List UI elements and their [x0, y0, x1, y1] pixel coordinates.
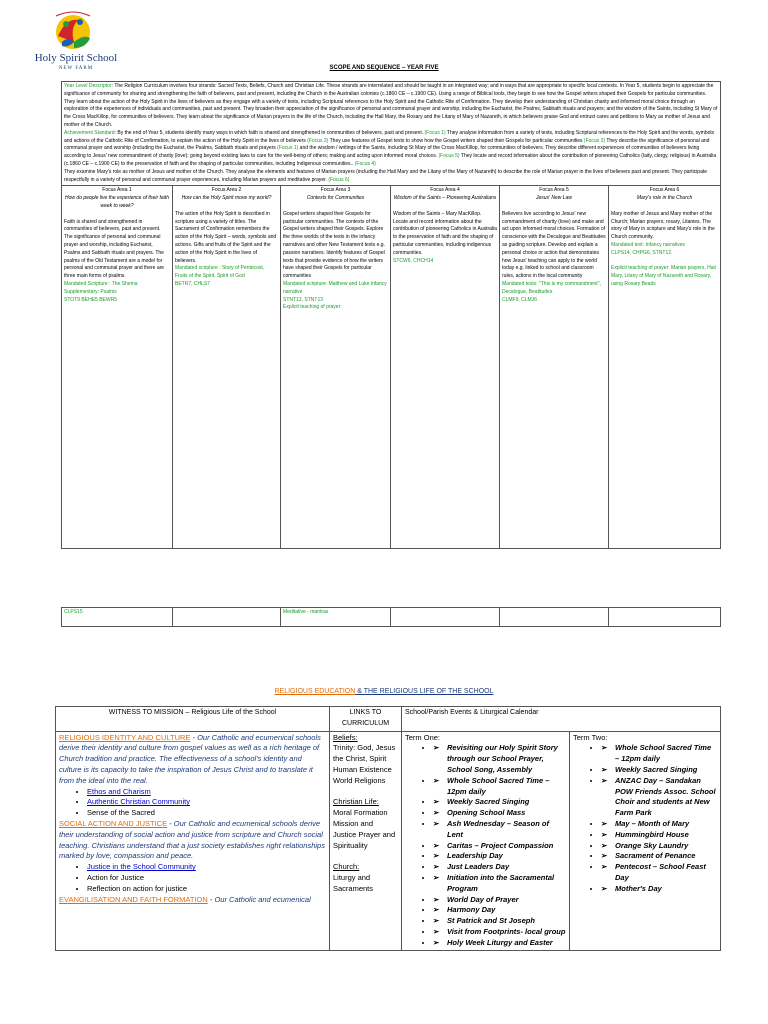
christian-life-text: Moral Formation Mission and Justice Prayer and Spirituality — [333, 808, 396, 850]
descriptor-text: : The Religion Curriculum involves four strands: Sacred Texts, Beliefs, Church and Christian Life. These strands are interrelated and should be taught in an integrated way; and in ways that are appropriate to specific local contexts. In Year 5, students begin to appreciate the significance of community for sharing and strengthening the faith of believers, past and present, including the Church in the Australian colonies (c.1860 CE – c.1900 CE). Using a range of Biblical tools, they begin to see how the Gospel writers shaped their Gospels for particular communities. They learn about the action of the Holy Spirit in the lives of believers as they engage with a variety of texts, including Scriptural references to the Holy Spirit and the Catholic Rite of Confirmation. They develop their understanding of Christian charity and informed moral choice through an exploration of the experiences of individuals and communities, past and present. They broaden their appreciation of the significance of personal and communal prayer and worship, including the Eucharist, the Psalms, Sabbath rituals and prayers; and the wisdom of the Saints, including St Mary of the Cross MacKillop, for communities of believers. They learn about the significance of Marian prayers in the life of the Church, including the Hail Mary, the Rosary and the Litany of Mary of Nazareth, in which believers praise God and entrust cares and petitions to Mary as mother of Jesus and mother of the Church. — [64, 83, 718, 128]
calendar-item: ➢ • Mother's Day — [601, 884, 717, 895]
social-section — [59, 819, 326, 862]
focus-area-6 — [609, 186, 721, 549]
focus-area-2-continued — [173, 608, 281, 627]
focus-area-body: Believers live according to Jesus' new commandment of charity (love) and make and act upon informed moral choices. Formation of conscience with the Decalogue and Beatitudes as guiding scripture. Develop and explain a personal choice or action that demonstrates how Jesus' teaching can apply to the world today e.g. linked to school and classroom rules, actions in the local community — [502, 210, 606, 280]
term-two-list — [573, 743, 717, 894]
focus-area-1 — [62, 186, 173, 549]
calendar-item: ➢ • Hummingbird House — [601, 830, 717, 841]
calendar-item: ➢ • Opening School Mass — [433, 808, 566, 819]
calendar-item: ➢ • Pentecost – School Feast Day — [601, 862, 717, 884]
explicit-prayer-teaching: Explicit teaching of prayer: Marian prayers, Hail Mary, Litany of Mary of Nazareth and Rosary, using Rosary Beads — [611, 265, 716, 287]
supplementary-scripture: Supplementary: Psalms — [64, 288, 117, 295]
calendar-header: School/Parish Events & Liturgical Calendar — [402, 707, 721, 732]
focus-area-heading: Focus Area 2 — [211, 187, 242, 194]
focus-area-body: Faith is shared and strengthened in communities of believers, past and present. The significance of personal and communal prayer and worship, including Eucharist, Psalms and Sabbath rituals and prayers. The psalms of the Old Testament are a model for personal and communal prayer and there are three main forms of psalms. — [64, 218, 165, 280]
calendar-item: ➢ • World Day of Prayer — [433, 895, 566, 906]
focus-area-question: How do people live the experience of their faith week to week? — [65, 195, 169, 209]
religious-life-label: & THE RELIGIOUS LIFE OF THE SCHOOL — [355, 688, 494, 695]
focus-area-heading: Focus Area 4 — [430, 187, 460, 194]
achievement-text: : By the end of Year 5, students identify many ways in which faith is shared and strengthened in communities of believers, past and present. — [114, 129, 424, 136]
calendar-item: ➢ • St Patrick and St Joseph — [433, 916, 566, 927]
school-name: Holy Spirit School — [34, 52, 118, 64]
focus-ref: (Focus 1) — [424, 129, 446, 136]
scope-sequence-table — [61, 81, 721, 549]
focus-area-5 — [500, 186, 609, 549]
calendar-item: ➢ • Revisiting our Holy Spirit Story through our School Prayer, School Song, Assembly — [433, 743, 566, 775]
religious-life-table — [55, 706, 721, 951]
list-item: • Sense of the Sacred — [87, 808, 326, 819]
focus-area-4-continued — [391, 608, 500, 627]
focus-area-body: Gospel writers shaped their Gospels for particular communities. The contexts of the Gospel writers shaped their Gospels. Explore the three worlds of the texts in the infancy narratives and other New Testament texts e.g. passion narratives. Identify features of Gospel texts that provide evidence of how the writers have shaped their Gospels for particular communities — [283, 210, 385, 280]
church-heading: Church: — [333, 862, 360, 872]
calendar-item: ➢ • Weekly Sacred Singing — [433, 797, 566, 808]
focus-ref: (Focus 4) — [354, 160, 376, 167]
focus-area-1-continued: CLPS15 — [62, 608, 173, 627]
list-item — [87, 797, 326, 808]
focus-area-heading: Focus Area 1 — [102, 187, 132, 194]
social-title: SOCIAL ACTION AND JUSTICE — [59, 818, 168, 828]
school-crest-icon — [48, 8, 98, 52]
witness-to-mission-header: WITNESS TO MISSION – Religious Life of the School — [56, 707, 330, 732]
curriculum-codes: BETR7, CHLS7 — [175, 280, 211, 287]
term-two-heading: Term Two: — [573, 732, 608, 742]
achievement-text: They examine Mary's role as mother of Jesus and mother of the Church. They analyse the elements and features of Marian prayers (including the Hail Mary and the Litany of the Mary of Nazareth) to describe the role of Marian prayer in the lives of believers past and present. They participate respectfully in a variety of personal and communal prayer experiences, including Marian prayers and meditative prayer. — [64, 168, 708, 183]
focus-area-body: Mary mother of Jesus and Mary mother of the Church; Marian prayers, rosary, Litanies. The story of Mary in scripture and Mary's role in the Church community. — [611, 210, 715, 241]
justice-community-link[interactable]: Justice in the School Community — [87, 862, 196, 872]
calendar-item: ➢ • Ash Wednesday – Season of Lent — [433, 819, 566, 841]
curriculum-codes: STCW6, CHCH14 — [393, 257, 434, 264]
evangelisation-section — [59, 895, 326, 906]
calendar-item: ➢ • Sacrament of Penance — [601, 851, 717, 862]
links-to-curriculum-header: LINKS TO CURRICULUM — [330, 707, 402, 732]
document-title: SCOPE AND SEQUENCE – YEAR FIVE — [329, 65, 439, 71]
calendar-item: ➢ • Whole School Sacred Time – 12pm daily — [433, 776, 566, 798]
year-level-descriptor — [64, 83, 718, 130]
beliefs-text: Trinity: God, Jesus the Christ, Spirit Human Existence World Religions — [333, 743, 396, 785]
calendar-item: ➢ • Initiation into the Sacramental Program — [433, 873, 566, 895]
list-item: • Action for Justice — [87, 873, 326, 884]
calendar-item: ➢ • Just Leaders Day — [433, 862, 566, 873]
beliefs-heading: Beliefs: — [333, 732, 358, 742]
calendar-item: ➢ • Visit from Footprints- local group — [433, 927, 566, 938]
focus-ref: (Focus 3) — [583, 137, 606, 144]
achievement-text: and the wisdom / writings of the Saints, including St Mary of the Cross MacKillop, for communities of believers. They describe different experiences of communities of believers living according to Jesus' new commandment of charity (love); going beyond existing laws to care for the well-being of others; making and acting upon informed moral choices. — [64, 145, 700, 160]
mandated-scripture: Mandated scripture: Matthew and Luke infancy narrative — [283, 280, 387, 295]
social-list — [59, 862, 326, 894]
focus-area-heading: Focus Area 3 — [320, 187, 351, 194]
focus-area-question: Jesus' New Law — [536, 195, 572, 202]
identity-text: - Our Catholic and ecumenical schools derive their identity and culture from gospel values as well as a rich heritage of Church tradition and practice. The effectiveness of a school's identity and culture is its capacity to take the inspiration of Jesus Christ and to translate it from the ideal into the real. — [59, 732, 321, 785]
focus-ref: (Focus 1) — [277, 145, 299, 152]
mandated-scripture: Mandated Scripture : The Shema — [64, 280, 138, 287]
scope-sequence-continuation — [61, 607, 721, 627]
term-one-cell — [402, 731, 570, 950]
achievement-text: They analyse information from a variety of texts, including Scriptural references to the Holy Spirit and the words, symbols and actions of the Catholic Rite of Confirmation, to explain the action of the Holy Spirit in the lives of believers — [64, 129, 714, 144]
identity-section — [59, 733, 326, 787]
list-item — [87, 862, 326, 873]
links-to-curriculum-cell — [330, 731, 402, 950]
mandated-scripture: Mandated scripture : Story of Pentecost, Fruits of the Spirit, Spirit of God — [175, 265, 265, 280]
calendar-item: ➢ • Orange Sky Laundry — [601, 841, 717, 852]
explicit-prayer-teaching: Explicit teaching of prayer: — [283, 304, 342, 311]
focus-area-question: Wisdom of the Saints – Pioneering Australians — [393, 195, 497, 202]
focus-area-row — [62, 186, 721, 549]
achievement-text: They locate and record information about the contribution of pioneering Catholics (laity, clergy, religious) in Australia (c.1860 CE – c.1900 CE) to the preservation of faith and the shaping of particular communities, including Indigenous communities.. — [64, 153, 717, 167]
curriculum-codes: CLMF9, CLMJ6 — [502, 296, 538, 303]
calendar-item: ➢ • May – Month of Mary — [601, 819, 717, 830]
focus-ref: (Focus 5) — [438, 153, 460, 160]
religious-education-label: RELIGIOUS EDUCATION — [274, 688, 356, 695]
focus-area-3-continued: Meditative - mantras — [281, 608, 391, 627]
church-text: Liturgy and Sacraments — [333, 872, 374, 893]
curriculum-codes: STOT9 BEHE5 BEWR5 — [64, 296, 117, 303]
achievement-text: They use features of Gospel texts to show how the Gospel writers shaped their Gospels for particular communities — [328, 137, 583, 144]
focus-area-body: Wisdom of the Saints – Mary MacKillop. Locate and record information about the contribution of pioneering Catholics in Australia to the preservation of faith and the shaping of particular communities, including indigenous communities. — [393, 210, 497, 256]
achievement-text: They describe the significance of personal and communal prayer and worship (including the Eucharist, the Psalms, Sabbath rituals and prayers — [64, 137, 710, 152]
calendar-item: ➢ • Holy Week Liturgy and Easter — [433, 938, 566, 949]
term-one-list — [405, 743, 566, 948]
focus-area-2 — [173, 186, 281, 549]
term-two-cell — [570, 731, 721, 950]
focus-area-3 — [281, 186, 391, 549]
achievement-marian — [64, 169, 718, 185]
focus-area-question: How can the Holy Spirit move my world? — [181, 195, 272, 202]
focus-ref: (Focus 2) — [307, 137, 329, 144]
term-one-heading: Term One: — [405, 732, 441, 742]
list-item: • Reflection on action for justice — [87, 884, 326, 895]
mandated-texts: Mandated texts: "This is my commandment", Decalogue, Beatitudes — [502, 280, 601, 295]
achievement-label: Achievement Standard — [64, 129, 115, 136]
list-item — [87, 787, 326, 798]
religious-life-heading — [0, 688, 768, 695]
descriptor-cell — [62, 82, 721, 186]
ethos-charism-link[interactable]: Ethos and Charism — [87, 786, 151, 796]
identity-list — [59, 787, 326, 819]
mandated-text: Mandated text: Infancy narratives — [611, 241, 685, 248]
focus-area-question: Contexts for Communities — [306, 195, 365, 202]
christian-life-heading: Christian Life: — [333, 797, 379, 807]
calendar-item: ➢ • Harmony Day — [433, 905, 566, 916]
calendar-item: ➢ • Weekly Sacred Singing — [601, 765, 717, 776]
focus-area-body: The action of the Holy Spirit is described in scripture using a variety of titles. The Sacrament of Confirmation remembers the action of the Holy Spirit – words, symbols and actions. Gifts and fruits of the Spirit and the action of the Holy Spirit in the lives of believers. — [175, 210, 277, 264]
evangelisation-text: - Our Catholic and ecumenical — [207, 894, 311, 904]
focus-area-question: Mary's role in the Church — [636, 195, 693, 202]
authentic-community-link[interactable]: Authentic Christian Community — [87, 797, 190, 807]
focus-area-heading: Focus Area 5 — [539, 187, 569, 194]
calendar-item: ➢ • ANZAC Day – Sandakan POW Friends Assoc. School Choir and students at New Farm Park — [601, 776, 717, 819]
calendar-item: ➢ • Caritas – Project Compassion — [433, 841, 566, 852]
calendar-item: ➢ • Whole School Sacred Time – 12pm daily — [601, 743, 717, 765]
curriculum-codes: STNT12, STNT13 — [283, 296, 324, 303]
curriculum-codes: CLPS14, CHPG6, STNT12. — [611, 249, 673, 256]
focus-area-5-continued — [500, 608, 609, 627]
calendar-item: ➢ • Leadership Day — [433, 851, 566, 862]
identity-title: RELIGIOUS IDENTITY AND CULTURE — [59, 732, 191, 742]
descriptor-label: Year Level Descriptor — [64, 83, 112, 89]
focus-area-heading: Focus Area 6 — [649, 187, 680, 194]
achievement-standard — [64, 130, 718, 169]
focus-area-6-continued — [609, 608, 721, 627]
school-suburb: NEW FARM — [58, 66, 94, 71]
evangelisation-title: EVANGILISATION AND FAITH FORMATION — [59, 894, 208, 904]
focus-area-4 — [391, 186, 500, 549]
social-text: - Our Catholic and ecumenical schools derive their understanding of social action and justice from scripture and Church social teaching. Christians understand that a just society establishes right relationships marked by love, compassion and peace. — [59, 818, 325, 861]
focus-ref: (Focus 6) — [328, 176, 350, 183]
witness-to-mission-cell — [56, 731, 330, 950]
